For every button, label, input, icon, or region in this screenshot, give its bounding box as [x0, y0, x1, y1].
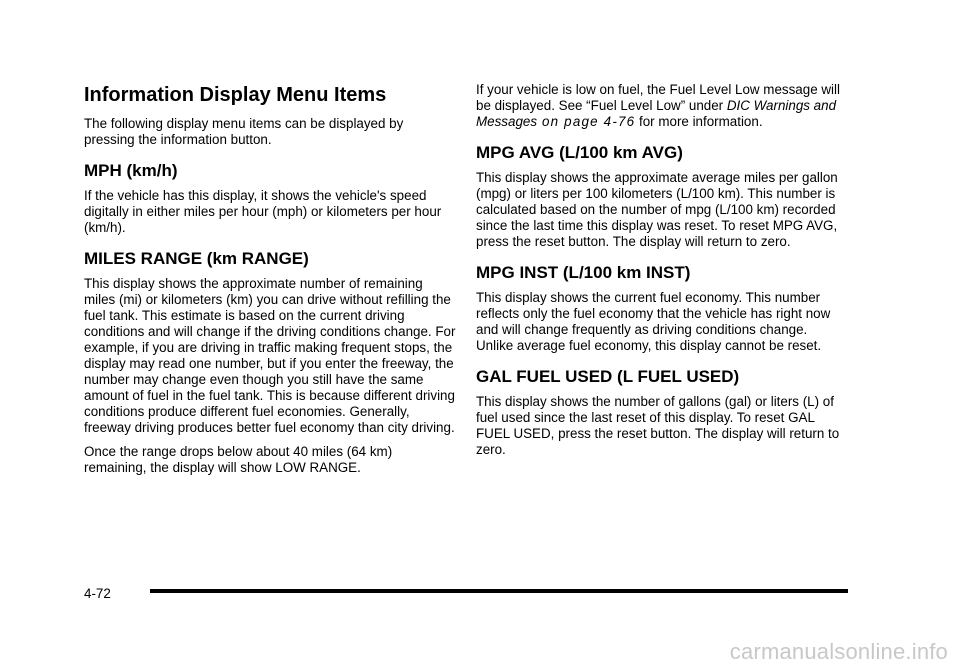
low-fuel-text: If your vehicle is low on fuel, the Fuel Level Low message will be displayed. See “Fuel Level Low” under — [476, 82, 840, 113]
mpg-inst-heading: MPG INST (L/100 km INST) — [476, 263, 691, 282]
range-heading: MILES RANGE (km RANGE) — [84, 249, 309, 268]
watermark: carmanualsonline.info — [729, 639, 948, 664]
footer-rule — [150, 589, 848, 593]
right-column — [476, 82, 848, 466]
range-paragraph-2: Once the range drops below about 40 miles (64 km) remaining, the display will show LOW RANGE. — [84, 444, 393, 475]
gal-fuel-used-paragraph: This display shows the number of gallons (gal) or liters (L) of fuel used since the last reset of this display. To reset GAL FUEL USED, press the reset button. The display will return to zero. — [476, 394, 840, 457]
intro-paragraph: The following display menu items can be displayed by pressing the information button. — [84, 116, 404, 147]
left-column — [84, 82, 456, 484]
mpg-avg-paragraph: This display shows the approximate average miles per gallon (mpg) or liters per 100 kilometers (L/100 km). This number is calculated based on the number of mpg (L/100 km) recorded since the last time this display was reset. To reset MPG AVG, press the reset button. The display will return to zero. — [476, 170, 838, 249]
range-paragraph-1: This display shows the approximate number of remaining miles (mi) or kilometers (km) you can drive without refilling the fuel tank. This estimate is based on the current driving conditions and will change if the driving conditions change. For example, if you are driving in traffic making frequent stops, the display may read one number, but if you enter the freeway, the number may change even though you still have the same amount of fuel in the fuel tank. This is because different driving conditions produce different fuel economies. Generally, freeway driving produces better fuel economy than city driving. — [84, 276, 456, 435]
gal-fuel-used-heading: GAL FUEL USED (L FUEL USED) — [476, 367, 740, 386]
mph-paragraph: If the vehicle has this display, it shows the vehicle's speed digitally in either miles per hour (mph) or kilometers per hour (km/h). — [84, 188, 442, 235]
low-fuel-paragraph — [476, 82, 848, 130]
page-reference-link[interactable]: on page 4‑76 — [537, 114, 636, 129]
mpg-avg-heading: MPG AVG (L/100 km AVG) — [476, 143, 683, 162]
mph-heading: MPH (km/h) — [84, 161, 178, 180]
page-title: Information Display Menu Items — [84, 84, 387, 106]
mpg-inst-paragraph: This display shows the current fuel economy. This number reflects only the fuel economy that the vehicle has right now and will change frequently as driving conditions change. Unlike average fuel economy, this display cannot be reset. — [476, 290, 831, 353]
page-number: 4-72 — [84, 586, 111, 601]
dic-warnings-link[interactable]: DIC Warnings and Messages — [476, 98, 837, 129]
low-fuel-text-end: for more information. — [635, 114, 763, 129]
